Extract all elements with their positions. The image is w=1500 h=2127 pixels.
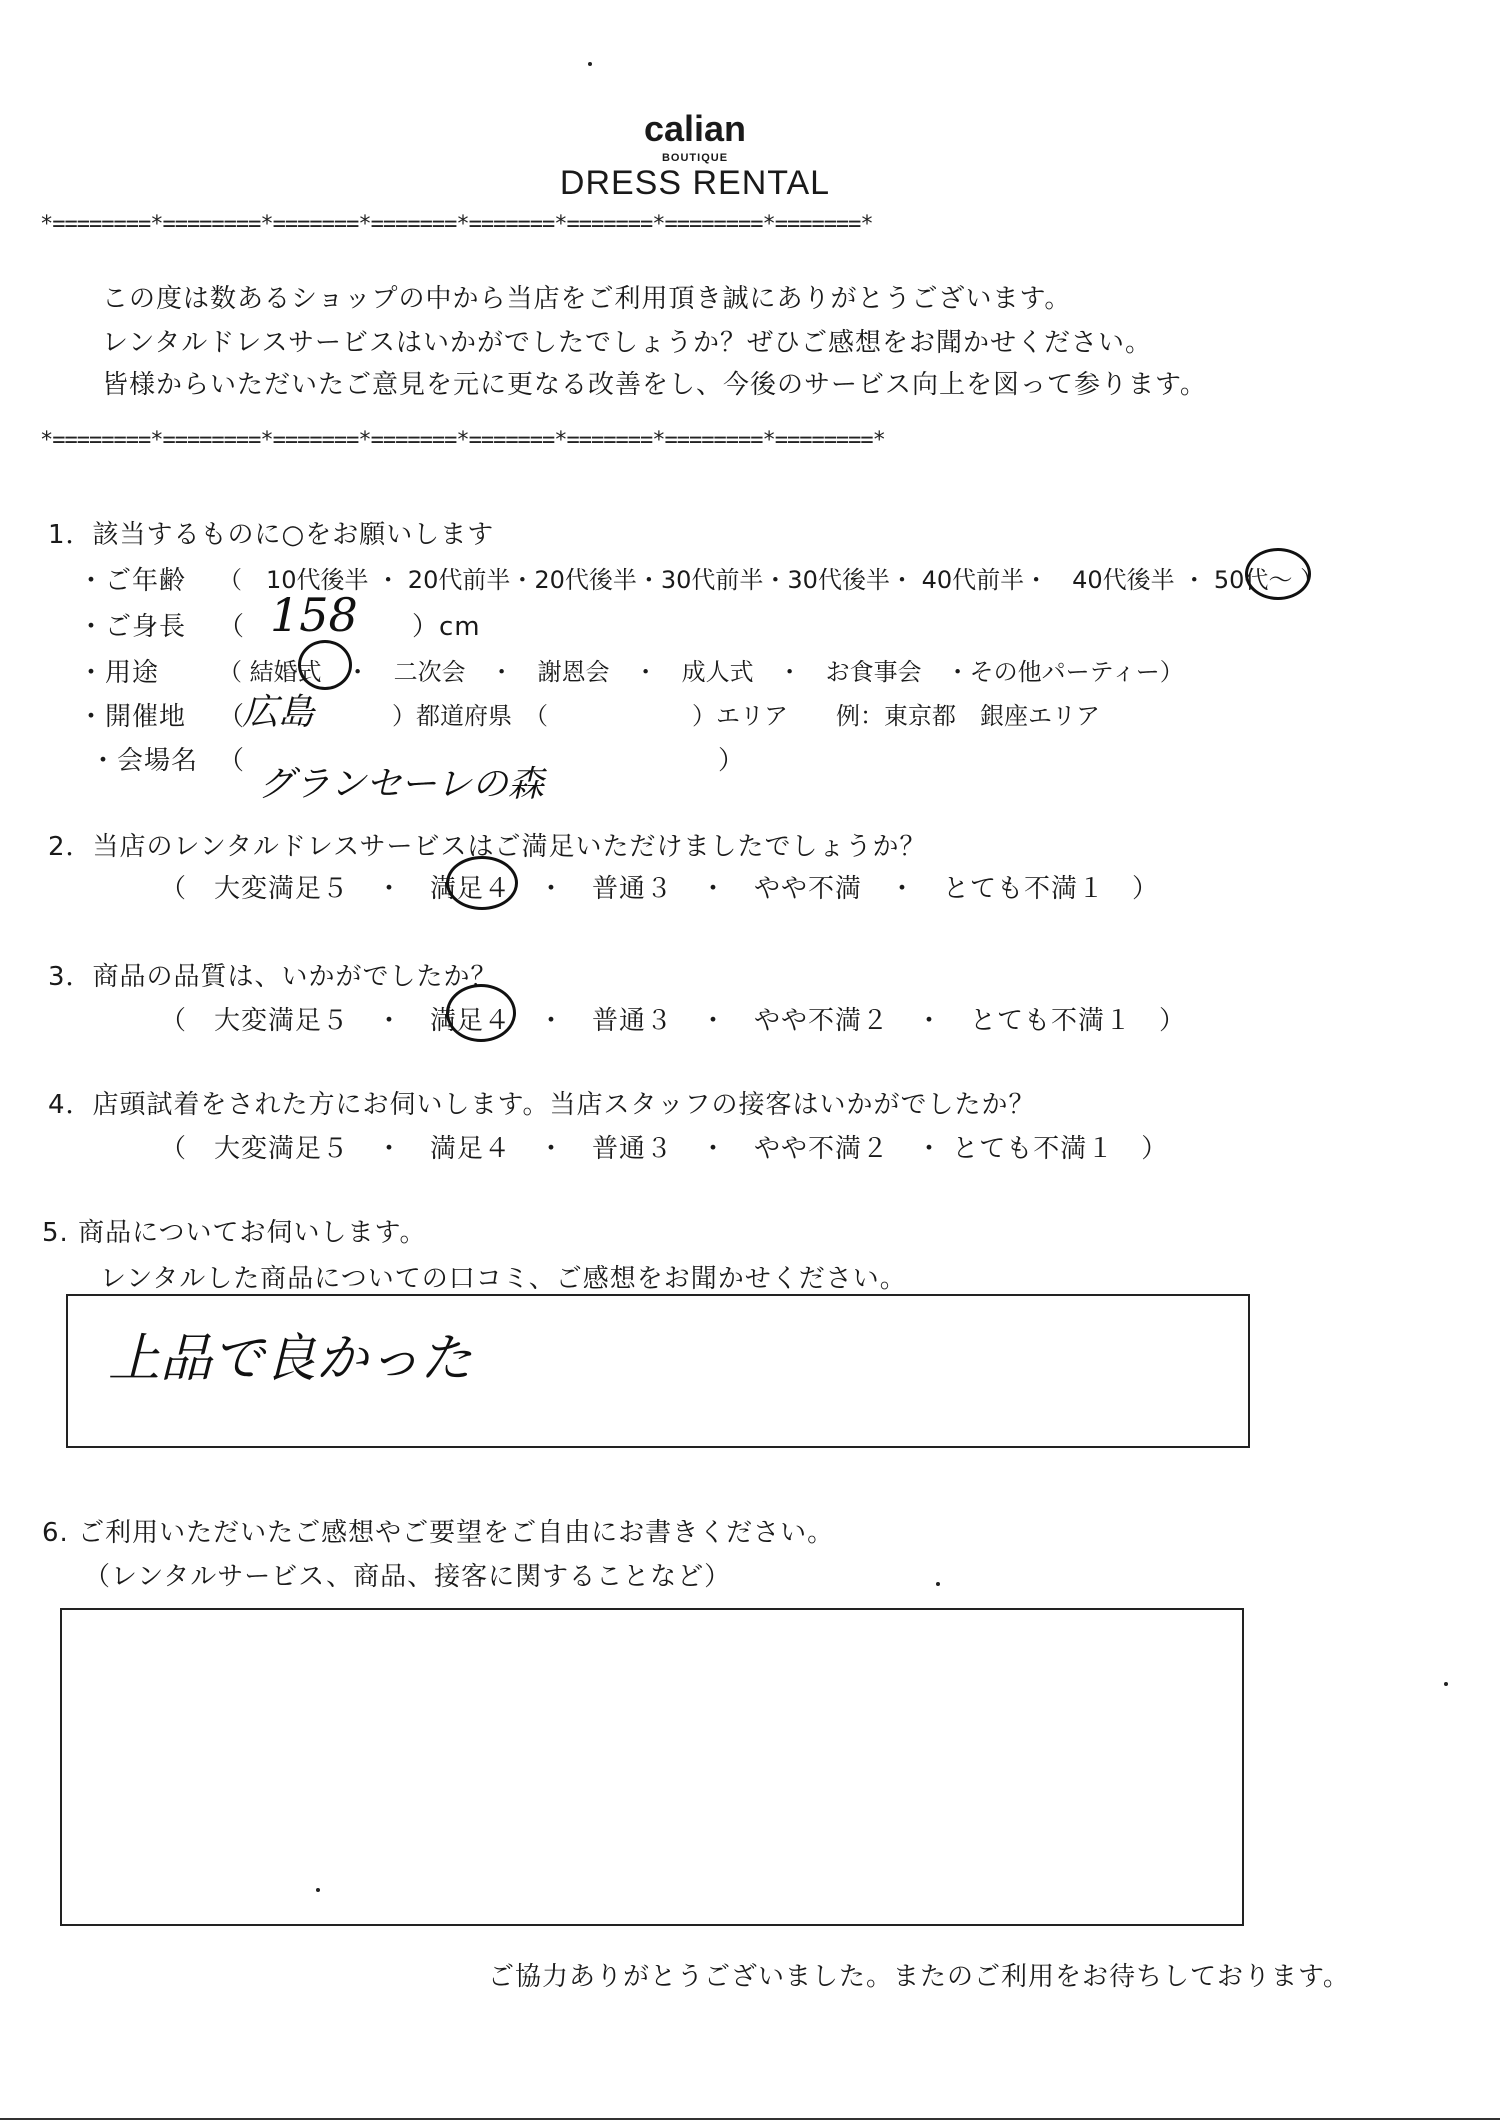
q5-answer-box[interactable]: [66, 1294, 1250, 1448]
q5-title: 5. 商品についてお伺いします。: [42, 1218, 427, 1248]
page-bottom-line: [0, 2118, 1500, 2120]
age-selected-circle: [1245, 548, 1311, 600]
purpose-label: ・用途: [78, 658, 160, 688]
scan-speck: [1444, 1682, 1448, 1686]
scan-speck: [936, 1582, 940, 1586]
q2-options: （ 大変満足５ ・ 満足４ ・ 普通３ ・ やや不満 ・ とても不満１ ）: [160, 874, 1160, 904]
q6-answer-box[interactable]: [60, 1608, 1244, 1926]
brand-subtitle: BOUTIQUE: [661, 152, 729, 164]
divider-top: *========*========*=======*=======*=======*=======*========*=======*: [40, 212, 873, 237]
height-close: ）cm: [412, 612, 481, 642]
venue-name-value: グランセーレの森: [258, 764, 544, 805]
q5-answer-text: 上品で良かった: [108, 1329, 473, 1389]
q2-selected-circle: [446, 856, 518, 910]
height-open: （: [218, 612, 246, 642]
q3-selected-circle: [446, 984, 516, 1042]
age-options: （ 10代後半 ・ 20代前半・20代後半・30代前半・30代後半・ 40代前半・ 40代後半 ・ 50代～ ）: [218, 566, 1325, 594]
footer-thanks: ご協力ありがとうございました。またのご利用をお待ちしております。: [488, 1962, 1350, 1992]
venue-name-open: （: [218, 746, 246, 776]
q4-title: 4．店頭試着をされた方にお伺いします。当店スタッフの接客はいかがでしたか？: [48, 1090, 1036, 1120]
venue-prefecture-value: 広島: [242, 692, 315, 733]
q4-options: （ 大変満足５ ・ 満足４ ・ 普通３ ・ やや不満２ ・ とても不満１ ）: [160, 1134, 1169, 1164]
purpose-options: （ 結婚式 ・ 二次会 ・ 謝恩会 ・ 成人式 ・ お食事会 ・その他パーティー）: [218, 658, 1184, 686]
divider-bottom: *========*========*=======*=======*=======*=======*========*========*: [40, 428, 885, 453]
q2-title: 2．当店のレンタルドレスサービスはご満足いただけましたでしょうか？: [48, 832, 927, 862]
venue-name-label: ・会場名: [90, 746, 199, 776]
height-value: 158: [270, 588, 358, 642]
venue-area-label: ・開催地: [78, 702, 187, 732]
q6-subtitle: （レンタルサービス、商品、接客に関することなど）: [84, 1562, 732, 1592]
q3-title: 3．商品の品質は、いかがでしたか？: [48, 962, 498, 992]
venue-area-text: ）都道府県 （ ）エリア 例：東京都 銀座エリア: [392, 702, 1100, 730]
age-label: ・ご年齢: [78, 566, 187, 596]
scan-speck: [316, 1888, 320, 1892]
intro-line-2: レンタルドレスサービスはいかがでしたでしょうか？ぜひご感想をお聞かせください。: [102, 328, 1153, 358]
form-title: DRESS RENTAL: [559, 164, 831, 202]
q6-title: 6. ご利用いただいたご感想やご要望をご自由にお書きください。: [42, 1518, 835, 1548]
venue-name-close: ）: [718, 746, 746, 776]
height-label: ・ご身長: [78, 612, 187, 642]
scan-speck: [588, 62, 592, 66]
intro-line-1: この度は数あるショップの中から当店をご利用頂き誠にありがとうございます。: [102, 284, 1072, 314]
q1-title: 1．該当するものに○をお願いします: [48, 520, 495, 550]
intro-line-3: 皆様からいただいたご意見を元に更なる改善をし、今後のサービス向上を図って参ります。: [102, 370, 1207, 400]
purpose-selected-circle: [298, 640, 352, 690]
q3-options: （ 大変満足５ ・ 満足４ ・ 普通３ ・ やや不満２ ・ とても不満１ ）: [160, 1006, 1187, 1036]
venue-area-open: （: [218, 702, 246, 732]
q5-subtitle: レンタルした商品についての口コミ、ご感想をお聞かせください。: [100, 1264, 907, 1294]
brand-logo: calian: [643, 108, 747, 149]
